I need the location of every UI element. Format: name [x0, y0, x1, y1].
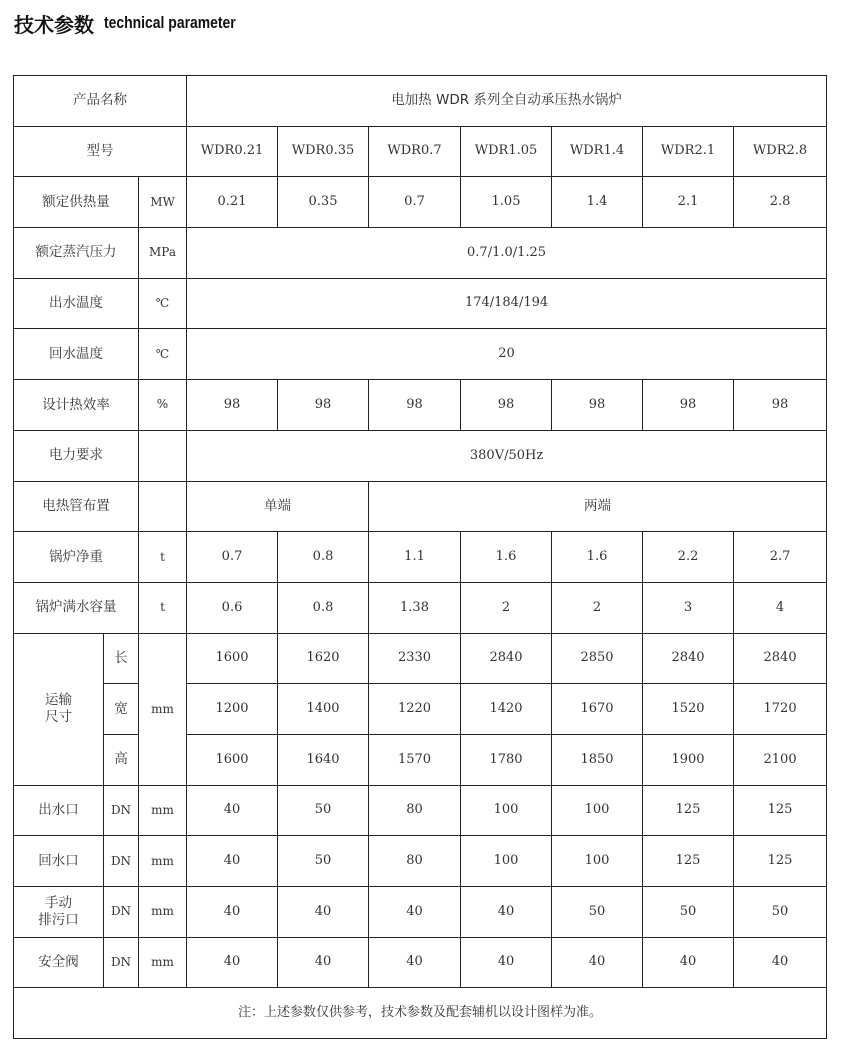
label-width: 宽: [104, 684, 139, 735]
value-cell: 100: [461, 836, 552, 887]
row-steam-pressure: [14, 228, 827, 279]
unit-cell: mm: [139, 785, 187, 836]
value-cell: 1720: [734, 684, 827, 735]
label-line: 尺寸: [45, 709, 72, 726]
row-drain-port: [14, 887, 827, 938]
page-title-cn: 技术参数: [14, 12, 94, 37]
model-cell: WDR0.35: [278, 126, 369, 177]
row-outlet-port: [14, 785, 827, 836]
tube-layout-single: 单端: [187, 481, 369, 532]
row-net-weight: [14, 532, 827, 583]
label-line: 手动: [45, 894, 72, 911]
label-outlet-port: 出水口: [14, 785, 104, 836]
value-cell: 40: [461, 887, 552, 938]
value-cell: 1.4: [552, 177, 643, 228]
unit-cell: MW: [139, 177, 187, 228]
value-cell: 1850: [552, 734, 643, 785]
value-cell: 0.35: [278, 177, 369, 228]
unit-cell: t: [139, 532, 187, 583]
value-cell: 125: [734, 836, 827, 887]
value-cell: 2330: [369, 633, 461, 684]
value-cell: 1.6: [461, 532, 552, 583]
row-safety-valve: [14, 937, 827, 988]
label-efficiency: 设计热效率: [14, 380, 139, 431]
value-cell: 40: [369, 887, 461, 938]
product-name-value: 电加热 WDR 系列全自动承压热水锅炉: [187, 76, 827, 127]
label-water-capacity: 锅炉满水容量: [14, 582, 139, 633]
value-cell: 40: [552, 937, 643, 988]
value-cell: 1640: [278, 734, 369, 785]
value-cell: 98: [643, 380, 734, 431]
value-cell: 0.7: [369, 177, 461, 228]
value-cell: 0.8: [278, 582, 369, 633]
value-cell: 1.38: [369, 582, 461, 633]
label-model: 型号: [14, 126, 187, 177]
value-cell: 2: [461, 582, 552, 633]
value-cell: 1600: [187, 734, 278, 785]
model-cell: WDR2.1: [643, 126, 734, 177]
value-cell: 125: [643, 836, 734, 887]
value-cell: 98: [552, 380, 643, 431]
value-cell: 40: [278, 887, 369, 938]
value-cell: 1420: [461, 684, 552, 735]
value-cell: 2.2: [643, 532, 734, 583]
value-cell: 40: [187, 937, 278, 988]
value-cell: 1.1: [369, 532, 461, 583]
value-cell: 125: [643, 785, 734, 836]
unit-cell: ℃: [139, 329, 187, 380]
footnote: 注：上述参数仅供参考，技术参数及配套辅机以设计图样为准。: [14, 988, 827, 1039]
value-cell: 2840: [643, 633, 734, 684]
row-tube-layout: [14, 481, 827, 532]
model-cell: WDR1.4: [552, 126, 643, 177]
value-cell: 1200: [187, 684, 278, 735]
row-efficiency: [14, 380, 827, 431]
value-cell: 1.6: [552, 532, 643, 583]
row-transport-height: [14, 734, 827, 785]
page-title-en: technical parameter: [104, 13, 236, 32]
value-cell: 3: [643, 582, 734, 633]
unit-cell: mm: [139, 836, 187, 887]
value-cell: 40: [278, 937, 369, 988]
value-cell: 1620: [278, 633, 369, 684]
value-cell: 50: [278, 836, 369, 887]
dn-cell: DN: [104, 836, 139, 887]
value-cell: 2.1: [643, 177, 734, 228]
value-cell: 40: [187, 887, 278, 938]
label-line: 排污口: [38, 911, 79, 928]
row-return-port: [14, 836, 827, 887]
value-cell: 2840: [461, 633, 552, 684]
value-cell: 40: [369, 937, 461, 988]
value-cell: 2.7: [734, 532, 827, 583]
value-cell: 40: [461, 937, 552, 988]
value-cell: 2: [552, 582, 643, 633]
value-cell: 100: [552, 785, 643, 836]
unit-cell: [139, 481, 187, 532]
value-cell: 98: [461, 380, 552, 431]
model-cell: WDR0.21: [187, 126, 278, 177]
value-cell: 0.6: [187, 582, 278, 633]
label-transport-size: [14, 633, 104, 785]
label-heat-supply: 额定供热量: [14, 177, 139, 228]
label-net-weight: 锅炉净重: [14, 532, 139, 583]
row-model: [14, 126, 827, 177]
dn-cell: DN: [104, 937, 139, 988]
label-return-temp: 回水温度: [14, 329, 139, 380]
label-tube-layout: 电热管布置: [14, 481, 139, 532]
value-cell: 50: [734, 887, 827, 938]
label-product-name: 产品名称: [14, 76, 187, 127]
value-cell: 380V/50Hz: [187, 430, 827, 481]
value-cell: 98: [278, 380, 369, 431]
value-cell: 100: [461, 785, 552, 836]
value-cell: 80: [369, 785, 461, 836]
dn-cell: DN: [104, 785, 139, 836]
value-cell: 40: [187, 785, 278, 836]
label-length: 长: [104, 633, 139, 684]
value-cell: 40: [187, 836, 278, 887]
label-drain-port: [14, 887, 104, 938]
value-cell: 1520: [643, 684, 734, 735]
value-cell: 2840: [734, 633, 827, 684]
unit-cell: %: [139, 380, 187, 431]
value-cell: 40: [643, 937, 734, 988]
row-transport-length: [14, 633, 827, 684]
value-cell: 1400: [278, 684, 369, 735]
value-cell: 0.8: [278, 532, 369, 583]
value-cell: 1570: [369, 734, 461, 785]
label-safety-valve: 安全阀: [14, 937, 104, 988]
value-cell: 1.05: [461, 177, 552, 228]
row-water-capacity: [14, 582, 827, 633]
row-transport-width: [14, 684, 827, 735]
tube-layout-double: 两端: [369, 481, 827, 532]
label-return-port: 回水口: [14, 836, 104, 887]
label-line: 运输: [45, 692, 72, 709]
value-cell: 1220: [369, 684, 461, 735]
value-cell: 98: [369, 380, 461, 431]
label-steam-pressure: 额定蒸汽压力: [14, 228, 139, 279]
unit-cell: [139, 430, 187, 481]
row-power: [14, 430, 827, 481]
value-cell: 2.8: [734, 177, 827, 228]
value-cell: 1780: [461, 734, 552, 785]
unit-cell: ℃: [139, 278, 187, 329]
value-cell: 125: [734, 785, 827, 836]
unit-cell: t: [139, 582, 187, 633]
model-cell: WDR2.8: [734, 126, 827, 177]
unit-cell: mm: [139, 887, 187, 938]
unit-cell: mm: [139, 937, 187, 988]
value-cell: 80: [369, 836, 461, 887]
page-header: [14, 6, 265, 40]
value-cell: 98: [734, 380, 827, 431]
value-cell: 2100: [734, 734, 827, 785]
value-cell: 0.7/1.0/1.25: [187, 228, 827, 279]
model-cell: WDR1.05: [461, 126, 552, 177]
value-cell: 50: [278, 785, 369, 836]
label-power: 电力要求: [14, 430, 139, 481]
unit-cell: mm: [139, 633, 187, 785]
value-cell: 174/184/194: [187, 278, 827, 329]
value-cell: 50: [643, 887, 734, 938]
value-cell: 50: [552, 887, 643, 938]
spec-table: [13, 75, 827, 1039]
model-cell: WDR0.7: [369, 126, 461, 177]
value-cell: 98: [187, 380, 278, 431]
row-note: [14, 988, 827, 1039]
value-cell: 1670: [552, 684, 643, 735]
value-cell: 4: [734, 582, 827, 633]
row-heat-supply: [14, 177, 827, 228]
value-cell: 100: [552, 836, 643, 887]
row-outlet-temp: [14, 278, 827, 329]
value-cell: 1600: [187, 633, 278, 684]
value-cell: 20: [187, 329, 827, 380]
unit-cell: MPa: [139, 228, 187, 279]
row-return-temp: [14, 329, 827, 380]
label-outlet-temp: 出水温度: [14, 278, 139, 329]
value-cell: 0.7: [187, 532, 278, 583]
value-cell: 1900: [643, 734, 734, 785]
value-cell: 2850: [552, 633, 643, 684]
row-product-name: [14, 76, 827, 127]
value-cell: 40: [734, 937, 827, 988]
value-cell: 0.21: [187, 177, 278, 228]
label-height: 高: [104, 734, 139, 785]
dn-cell: DN: [104, 887, 139, 938]
